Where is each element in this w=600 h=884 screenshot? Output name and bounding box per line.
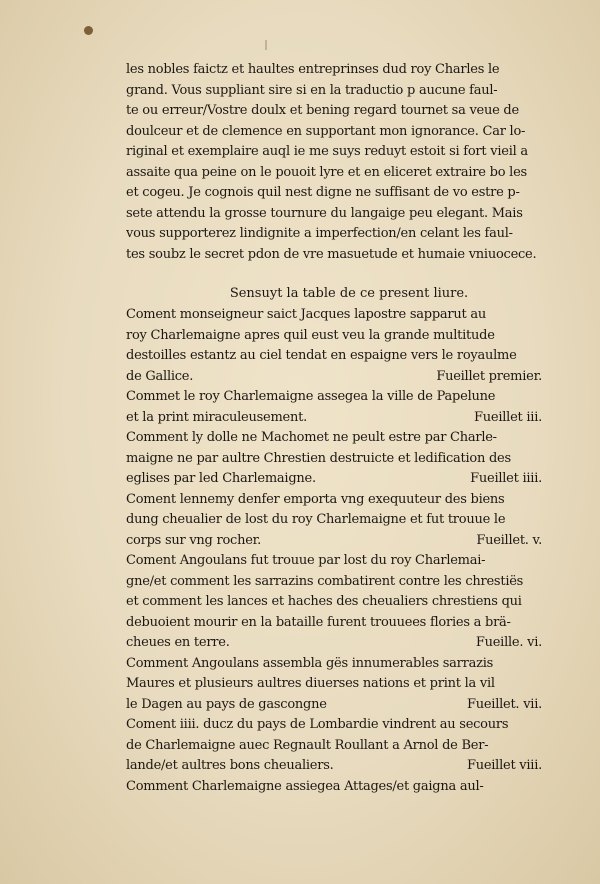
entry-line: gne/et comment les sarrazins combatirent contre les chrestiës bbox=[126, 573, 524, 589]
preface-line: assaite qua peine on le pouoit lyre et en eliceret extraire bo les bbox=[126, 164, 527, 180]
entry-line: Coment monseigneur saict Jacques lapostre sapparut au bbox=[126, 307, 486, 322]
entry-last-line bbox=[126, 695, 542, 716]
folio-ref: Fueillet viii. bbox=[466, 758, 542, 773]
text-block bbox=[126, 60, 542, 797]
entry-last-line bbox=[126, 756, 542, 777]
table-of-contents bbox=[126, 305, 542, 797]
entry-line: roy Charlemaigne apres quil eust veu la grande multitude bbox=[126, 327, 495, 343]
preface-line: et cogeu. Je cognois quil nest digne ne suffisant de vo estre p- bbox=[126, 185, 520, 200]
preface-line: riginal et exemplaire auql ie me suys reduyt estoit si fort vieil a bbox=[126, 144, 528, 159]
entry-line: Comment Angoulans assembla gës innumerables sarrazis bbox=[126, 655, 494, 671]
toc-entry bbox=[126, 490, 542, 552]
preface-line: vous supporterez lindignite a imperfection/en celant les faul- bbox=[126, 226, 513, 241]
toc-entry bbox=[126, 551, 542, 654]
entry-last-text: lande/et aultres bons cheualiers. bbox=[126, 758, 334, 773]
entry-last-text: cheues en terre. bbox=[126, 635, 230, 650]
preface-line: doulceur et de clemence en supportant mon ignorance. Car lo- bbox=[126, 123, 526, 139]
preface-line: tes soubz le secret pdon de vre masuetude et humaie vniuocece. bbox=[126, 246, 537, 262]
preface-line: grand. Vous suppliant sire si en la traductio p aucune faul- bbox=[126, 82, 498, 98]
entry-last-text: corps sur vng rocher. bbox=[126, 532, 262, 548]
preface-line: les nobles faictz et haultes entreprinses dud roy Charles le bbox=[126, 62, 500, 77]
toc-entry bbox=[126, 428, 542, 490]
entry-line: Comment ly dolle ne Machomet ne peult estre par Charle- bbox=[126, 430, 497, 445]
entry-last-text: de Gallice. bbox=[126, 368, 194, 384]
preface bbox=[126, 60, 542, 265]
entry-line: Maures et plusieurs aultres diuerses nations et print la vil bbox=[126, 676, 495, 691]
entry-last-line bbox=[126, 633, 542, 654]
folio-ref: Fueillet. vii. bbox=[466, 696, 542, 712]
toc-entry bbox=[126, 715, 542, 777]
folio-ref: Fueillet. v. bbox=[476, 532, 542, 548]
toc-entry bbox=[126, 387, 542, 428]
entry-last-line bbox=[126, 531, 542, 552]
entry-line: dung cheualier de lost du roy Charlemaigne et fut trouue le bbox=[126, 512, 506, 527]
entry-line: Coment iiii. ducz du pays de Lombardie vindrent au secours bbox=[126, 717, 509, 732]
page-mark bbox=[265, 40, 267, 50]
preface-line: te ou erreur/Vostre doulx et bening regard tournet sa veue de bbox=[126, 103, 519, 118]
entry-line: et comment les lances et haches des cheualiers chrestiens qui bbox=[126, 594, 522, 609]
entry-line: Coment Angoulans fut trouue par lost du roy Charlemai- bbox=[126, 553, 486, 568]
toc-entry bbox=[126, 777, 542, 798]
ink-stain bbox=[84, 26, 93, 35]
entry-line: debuoient mourir en la bataille furent trouuees flories a brä- bbox=[126, 614, 511, 630]
entry-line: Coment lennemy denfer emporta vng exequuteur des biens bbox=[126, 491, 505, 507]
entry-line: destoilles estantz au ciel tendat en espaigne vers le royaulme bbox=[126, 348, 517, 363]
table-heading: Sensuyt la table de ce present liure. bbox=[229, 286, 469, 301]
entry-last-text: et la print miraculeusement. bbox=[126, 409, 307, 425]
entry-last-text: eglises par led Charlemaigne. bbox=[126, 471, 316, 486]
entry-last-line bbox=[126, 408, 542, 429]
folio-ref: Fueille. vi. bbox=[475, 635, 542, 650]
folio-ref: Fueillet premier. bbox=[436, 368, 542, 384]
toc-entry bbox=[126, 305, 542, 387]
entry-last-line bbox=[126, 367, 542, 388]
folio-ref: Fueillet iii. bbox=[474, 409, 542, 425]
entry-last-text: le Dagen au pays de gascongne bbox=[126, 696, 327, 712]
entry-line: Commet le roy Charlemaigne assegea la ville de Papelune bbox=[126, 389, 496, 404]
entry-line: maigne ne par aultre Chrestien destruicte et ledification des bbox=[126, 450, 511, 466]
entry-last-line bbox=[126, 469, 542, 490]
spacer bbox=[126, 265, 542, 283]
entry-line: de Charlemaigne auec Regnault Roullant a Arnol de Ber- bbox=[126, 737, 489, 753]
folio-ref: Fueillet iiii. bbox=[470, 471, 542, 486]
toc-entry bbox=[126, 654, 542, 716]
entry-line: Comment Charlemaigne assiegea Attages/et gaigna aul- bbox=[126, 778, 484, 794]
preface-line: sete attendu la grosse tournure du langaige peu elegant. Mais bbox=[126, 205, 523, 221]
